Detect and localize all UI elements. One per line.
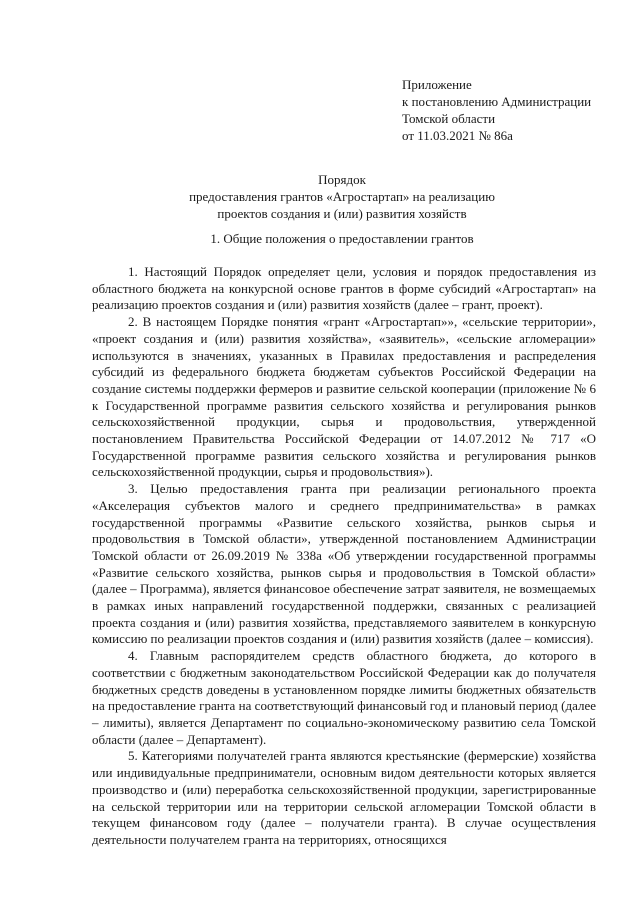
- appendix-label: Приложение: [402, 77, 472, 92]
- paragraph-4: 4. Главным распорядителем средств областного бюджета, до которого в соответствии с бюджетным законодательством Российской Федерации как до получателя бюджетных средств доведены в установленном порядке лимиты бюджетных обязательств на предоставление гранта на соответствующий финансовый год и плановый период (далее – лимиты), является Департамент по социально-экономическому развитию села Томской области (далее – Департамент).: [92, 648, 596, 747]
- body-text: [92, 264, 596, 849]
- title-line-1: Порядок: [318, 172, 366, 187]
- appendix-block: [402, 76, 591, 144]
- title-line-2: предоставления грантов «Агростартап» на реализацию: [189, 189, 495, 204]
- document-title: [92, 171, 592, 222]
- title-line-3: проектов создания и (или) развития хозяйств: [217, 206, 467, 221]
- paragraph-3: 3. Целью предоставления гранта при реализации регионального проекта «Акселерация субъектов малого и среднего предпринимательства» в рамках государственной программы «Развитие сельского хозяйства, рынков сырья и продовольствия в Томской области», утвержденной постановлением Администрации Томской области от 26.09.2019 № 338а «Об утверждении государственной программы «Развитие сельского хозяйства, рынков сырья и продовольствия в Томской области» (далее – Программа), является финансовое обеспечение затрат заявителя, не возмещаемых в рамках иных направлений государственной поддержки, связанных с реализацией проекта создания и (или) развития хозяйства, представляемого заявителем в конкурсную комиссию по реализации проектов создания и (или) развития хозяйств (далее – комиссия).: [92, 481, 596, 647]
- paragraph-5: 5. Категориями получателей гранта являются крестьянские (фермерские) хозяйства или индивидуальные предприниматели, основным видом деятельности которых является производство и (или) переработка сельскохозяйственной продукции, зарегистрированные на сельской территории или на территории сельской агломерации Томской области в текущем финансовом году (далее – получатели гранта). В случае осуществления деятельности получателем гранта на территориях, относящихся: [92, 748, 596, 847]
- paragraph-1: 1. Настоящий Порядок определяет цели, условия и порядок предоставления из областного бюджета на конкурсной основе грантов в форме субсидий «Агростартап» на реализацию проектов создания и (или) развития хозяйств (далее – грант, проект).: [92, 264, 596, 313]
- appendix-region: Томской области: [402, 111, 496, 126]
- appendix-resolution: к постановлению Администрации: [402, 94, 592, 109]
- paragraph-2: 2. В настоящем Порядке понятия «грант «Агростартап»», «сельские территории», «проект создания и (или) развития хозяйства», «заявитель», «сельские агломерации» используются в значениях, указанных в Правилах предоставления и распределения субсидий из федерального бюджета бюджетам субъектов Российской Федерации на создание системы поддержки фермеров и развитие сельской кооперации (приложение № 6 к Государственной программе развития сельского хозяйства и регулирования рынков сельскохозяйственной продукции, сырья и продовольствия, утвержденной постановлением Правительства Российской Федерации от 14.07.2012 № 717 «О Государственной программе развития сельского хозяйства и регулирования рынков сельскохозяйственной продукции, сырья и продовольствия»).: [92, 314, 596, 480]
- appendix-date-number: от 11.03.2021 № 86а: [402, 128, 513, 143]
- section-heading: 1. Общие положения о предоставлении грантов: [210, 231, 474, 246]
